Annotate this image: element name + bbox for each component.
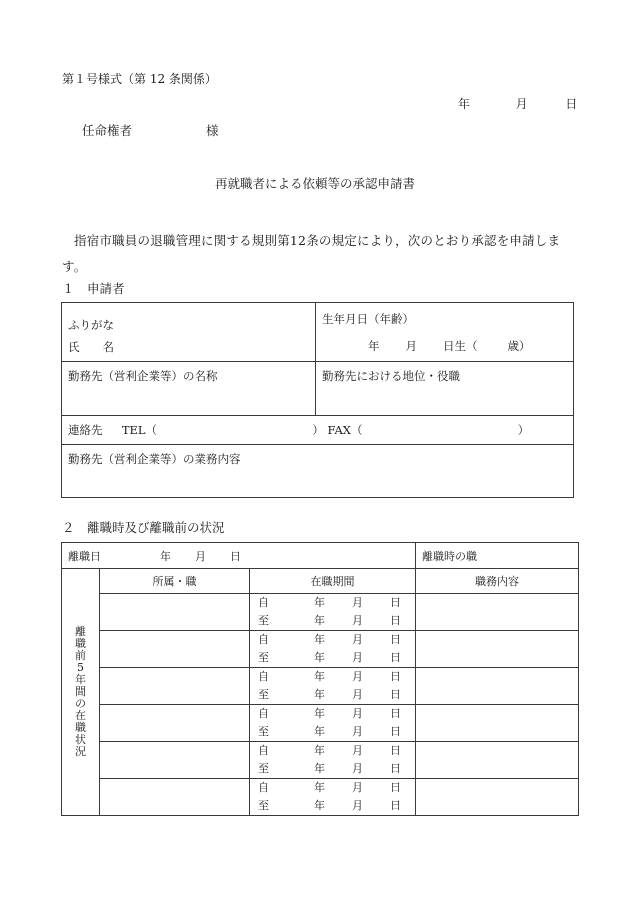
employment-status-table xyxy=(61,542,579,816)
birthdate-label: 生年月日（年齢） xyxy=(322,312,414,326)
dept-cell[interactable] xyxy=(100,594,250,631)
contact-label: 連絡先 xyxy=(68,423,103,437)
period-cell[interactable]: 自 年 月 日 至 年 月 日 xyxy=(250,631,416,668)
birthdate-value: 年 月 日生（ 歳） xyxy=(368,339,531,353)
dept-cell[interactable] xyxy=(100,742,250,779)
retire-date-label: 離職日 xyxy=(68,549,101,563)
appointer-label: 任命権者 xyxy=(82,123,133,138)
table-row xyxy=(62,742,579,779)
employer-name-cell[interactable] xyxy=(62,362,316,416)
employer-name-label: 勤務先（営利企業等）の名称 xyxy=(68,369,218,383)
retire-date-cell[interactable] xyxy=(62,543,416,569)
tel-label: TEL（ xyxy=(121,423,158,437)
fax-label: FAX（ xyxy=(327,423,363,437)
retire-date-value: 年 月 日 xyxy=(160,549,241,563)
employer-position-cell[interactable] xyxy=(316,362,574,416)
birthdate-cell[interactable] xyxy=(316,303,574,362)
period-cell[interactable]: 自 年 月 日 至 年 月 日 xyxy=(250,594,416,631)
name-cell[interactable] xyxy=(62,303,316,362)
addressee xyxy=(82,125,219,138)
application-date xyxy=(458,98,577,110)
period-cell[interactable]: 自 年 月 日 至 年 月 日 xyxy=(250,668,416,705)
date-month: 月 xyxy=(515,97,528,111)
table-row xyxy=(62,594,579,631)
fax-close: ） xyxy=(517,423,530,437)
tel-close: ） xyxy=(312,423,324,437)
section-status-heading: ２ 離職時及び離職前の状況 xyxy=(62,520,225,535)
dept-cell[interactable] xyxy=(100,631,250,668)
period-cell[interactable]: 自 年 月 日 至 年 月 日 xyxy=(250,705,416,742)
date-year: 年 xyxy=(458,97,471,111)
side-label: 離 職 前 5 年 間 の 在 職 状 況 xyxy=(62,569,100,816)
applicant-table xyxy=(61,302,574,498)
duties-cell[interactable] xyxy=(416,631,579,668)
table-row xyxy=(62,779,579,816)
dept-cell[interactable] xyxy=(100,779,250,816)
period-cell[interactable]: 自 年 月 日 至 年 月 日 xyxy=(250,779,416,816)
business-cell[interactable] xyxy=(62,445,574,498)
date-day: 日 xyxy=(565,97,578,111)
duties-cell[interactable] xyxy=(416,705,579,742)
business-label: 勤務先（営利企業等）の業務内容 xyxy=(68,452,241,466)
body-paragraph: 指宿市職員の退職管理に関する規則第12条の規定により，次のとおり承認を申請します。 xyxy=(62,233,561,274)
duties-cell[interactable] xyxy=(416,779,579,816)
contact-cell[interactable] xyxy=(62,416,574,445)
name-label: 氏 名 xyxy=(68,340,114,354)
col-header-period: 在職期間 xyxy=(250,569,416,594)
dept-cell[interactable] xyxy=(100,705,250,742)
retire-position-label: 離職時の職 xyxy=(422,549,477,563)
employer-position-label: 勤務先における地位・役職 xyxy=(322,369,460,383)
retire-position-cell[interactable] xyxy=(416,543,579,569)
table-row xyxy=(62,668,579,705)
duties-cell[interactable] xyxy=(416,742,579,779)
col-header-dept: 所属・職 xyxy=(100,569,250,594)
duties-cell[interactable] xyxy=(416,594,579,631)
dept-cell[interactable] xyxy=(100,668,250,705)
table-row xyxy=(62,631,579,668)
furigana-label: ふりがな xyxy=(68,318,114,332)
document-title: 再就職者による依頼等の承認申請書 xyxy=(214,176,415,191)
duties-cell[interactable] xyxy=(416,668,579,705)
table-row xyxy=(62,705,579,742)
period-cell[interactable]: 自 年 月 日 至 年 月 日 xyxy=(250,742,416,779)
col-header-duties: 職務内容 xyxy=(416,569,579,594)
honorific: 様 xyxy=(205,123,219,138)
section-applicant-heading: １ 申請者 xyxy=(62,281,125,296)
form-number: 第１号様式（第 12 条関係） xyxy=(62,72,217,86)
